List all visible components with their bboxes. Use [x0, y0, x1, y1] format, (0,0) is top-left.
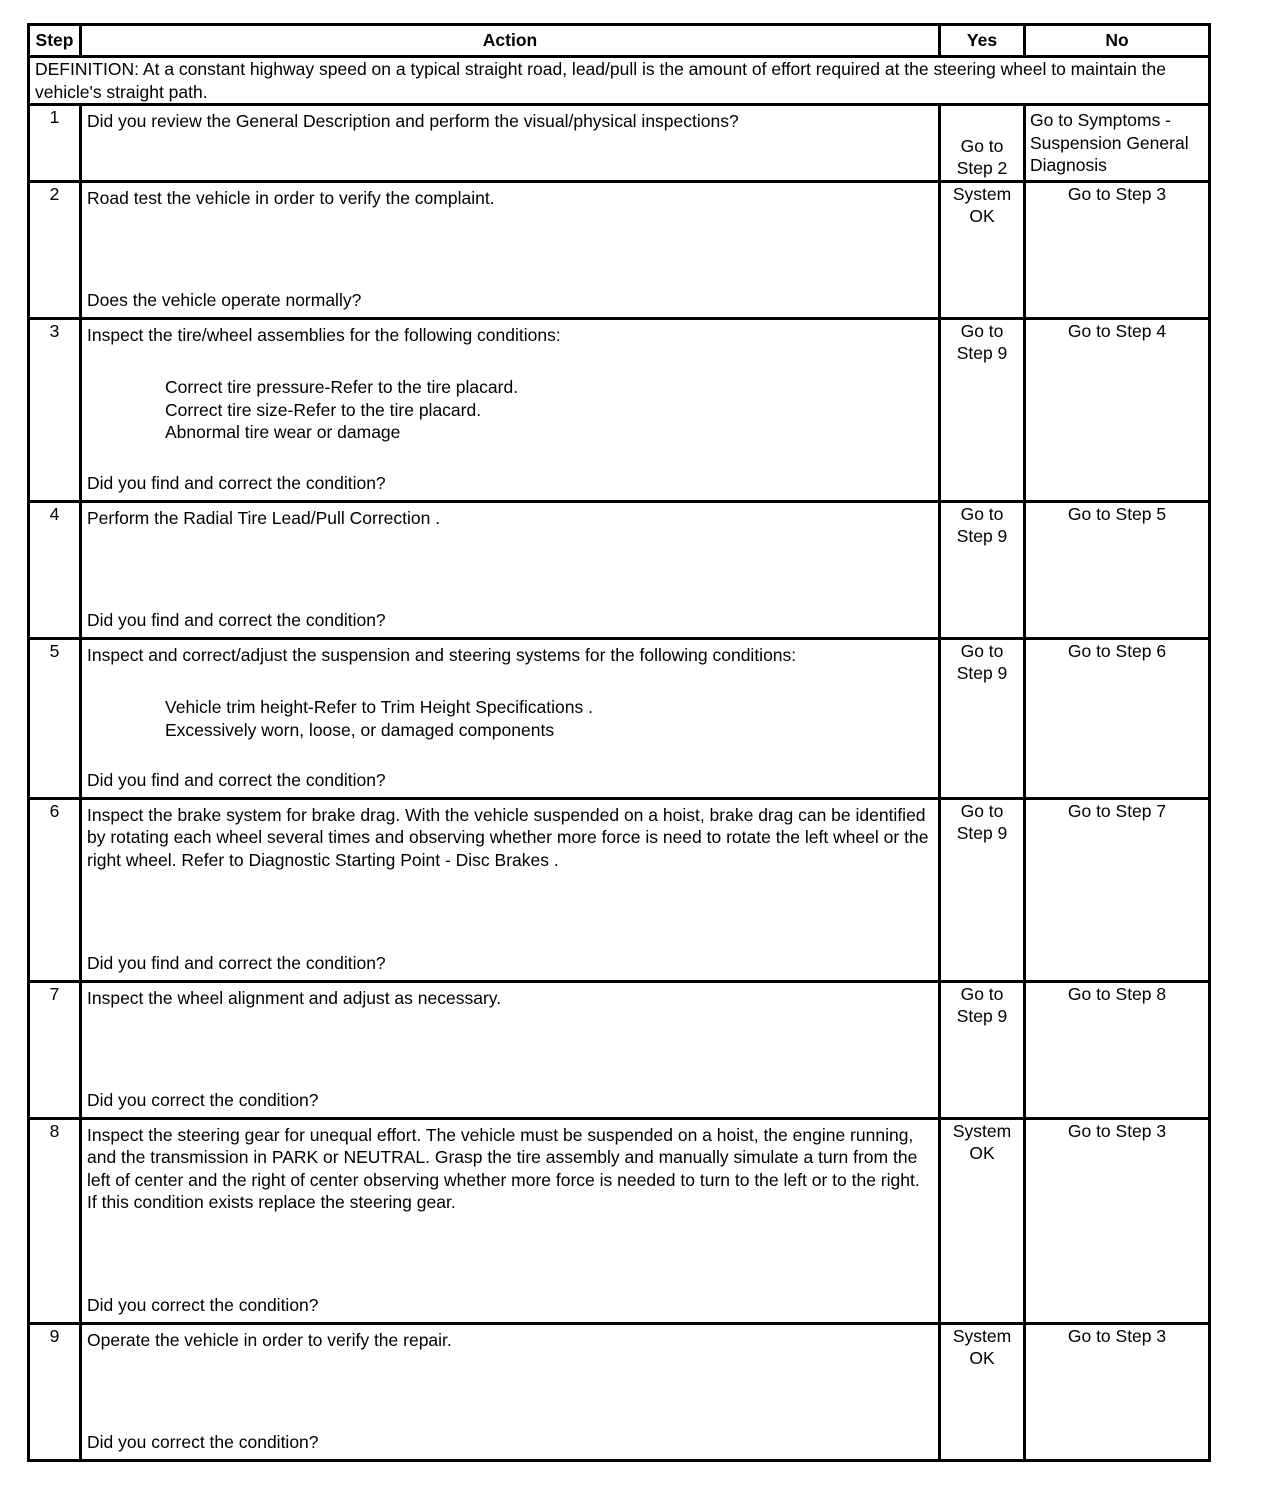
step-row — [29, 1323, 1210, 1460]
condition-item: Excessively worn, loose, or damaged components — [165, 719, 555, 740]
action-text: Perform the Radial Tire Lead/Pull Correction . — [87, 507, 441, 528]
definition-row — [29, 57, 1210, 105]
step-action — [81, 981, 940, 1118]
action-question: Did you find and correct the condition? — [87, 610, 386, 630]
no-outcome: Go to Step 6 — [1025, 638, 1210, 798]
action-question: Did you find and correct the condition? — [87, 770, 386, 790]
header-row — [29, 25, 1210, 57]
condition-item: Correct tire size-Refer to the tire placard. — [165, 399, 482, 420]
yes-outcome: Go to Step 9 — [940, 638, 1025, 798]
step-action — [81, 638, 940, 798]
step-number: 5 — [29, 638, 81, 798]
condition-list — [87, 696, 933, 741]
header-action: Action — [81, 25, 940, 57]
action-question: Did you find and correct the condition? — [87, 473, 386, 493]
yes-outcome: Go to Step 9 — [940, 798, 1025, 981]
step-action — [81, 181, 940, 318]
step-row — [29, 638, 1210, 798]
condition-item: Abnormal tire wear or damage — [165, 422, 401, 442]
no-outcome: Go to Step 3 — [1025, 1323, 1210, 1460]
condition-item: Correct tire pressure-Refer to the tire placard. — [165, 377, 519, 397]
step-row — [29, 181, 1210, 318]
yes-outcome: System OK — [940, 1323, 1025, 1460]
step-row — [29, 981, 1210, 1118]
step-row — [29, 501, 1210, 638]
no-outcome: Go to Step 3 — [1025, 181, 1210, 318]
step-action — [81, 1118, 940, 1323]
definition-text: DEFINITION: At a constant highway speed on a typical straight road, lead/pull is the amount of effort required at the steering wheel to maintain the vehicle's straight path. — [29, 57, 1210, 105]
header-yes: Yes — [940, 25, 1025, 57]
step-action — [81, 105, 940, 182]
yes-outcome: Go to Step 9 — [940, 501, 1025, 638]
diagnostic-table — [27, 23, 1211, 1462]
action-text: Inspect the tire/wheel assemblies for the following conditions: — [87, 324, 561, 345]
step-action — [81, 1323, 940, 1460]
header-no: No — [1025, 25, 1210, 57]
step-number: 7 — [29, 981, 81, 1118]
step-row — [29, 798, 1210, 981]
header-step: Step — [29, 25, 81, 57]
action-text: Did you review the General Description and perform the visual/physical inspections? — [87, 111, 739, 131]
action-question: Did you correct the condition? — [87, 1090, 319, 1110]
step-number: 9 — [29, 1323, 81, 1460]
action-text: Inspect the brake system for brake drag. With the vehicle suspended on a hoist, brake drag can be identified by rotating each wheel several times and observing whether more force is need to rotate the left wheel or the right wheel. Refer to Diagnostic Starting Point - Disc Brakes . — [87, 804, 929, 870]
action-text: Inspect and correct/adjust the suspension and steering systems for the following conditions: — [87, 644, 797, 665]
action-text: Inspect the steering gear for unequal effort. The vehicle must be suspended on a hoist, the engine running, and the transmission in PARK or NEUTRAL. Grasp the tire assembly and manually simulate a turn from the left of center and the right of center observing whether more force is needed to turn to the left or to the right. If this condition exists replace the steering gear. — [87, 1124, 920, 1212]
step-action — [81, 318, 940, 501]
step-number: 3 — [29, 318, 81, 501]
step-number: 1 — [29, 105, 81, 182]
action-text: Inspect the wheel alignment and adjust as necessary. — [87, 987, 502, 1008]
yes-outcome: Go to Step 9 — [940, 981, 1025, 1118]
no-outcome: Go to Symptoms - Suspension General Diagnosis — [1025, 105, 1210, 182]
step-number: 4 — [29, 501, 81, 638]
step-row — [29, 1118, 1210, 1323]
no-outcome: Go to Step 8 — [1025, 981, 1210, 1118]
condition-item: Vehicle trim height-Refer to Trim Height Specifications . — [165, 697, 593, 717]
yes-outcome: System OK — [940, 1118, 1025, 1323]
action-question: Does the vehicle operate normally? — [87, 290, 362, 310]
yes-outcome: Go to Step 9 — [940, 318, 1025, 501]
no-outcome: Go to Step 7 — [1025, 798, 1210, 981]
action-text: Road test the vehicle in order to verify the complaint. — [87, 187, 495, 208]
yes-outcome: Go to Step 2 — [940, 105, 1025, 182]
step-action — [81, 798, 940, 981]
step-number: 8 — [29, 1118, 81, 1323]
action-text: Operate the vehicle in order to verify the repair. — [87, 1329, 452, 1350]
action-question: Did you correct the condition? — [87, 1295, 319, 1315]
yes-outcome: System OK — [940, 181, 1025, 318]
no-outcome: Go to Step 4 — [1025, 318, 1210, 501]
step-action — [81, 501, 940, 638]
step-number: 2 — [29, 181, 81, 318]
step-number: 6 — [29, 798, 81, 981]
action-question: Did you find and correct the condition? — [87, 953, 386, 973]
step-row — [29, 105, 1210, 182]
step-row — [29, 318, 1210, 501]
no-outcome: Go to Step 3 — [1025, 1118, 1210, 1323]
no-outcome: Go to Step 5 — [1025, 501, 1210, 638]
action-question: Did you correct the condition? — [87, 1432, 319, 1452]
condition-list — [87, 376, 933, 444]
